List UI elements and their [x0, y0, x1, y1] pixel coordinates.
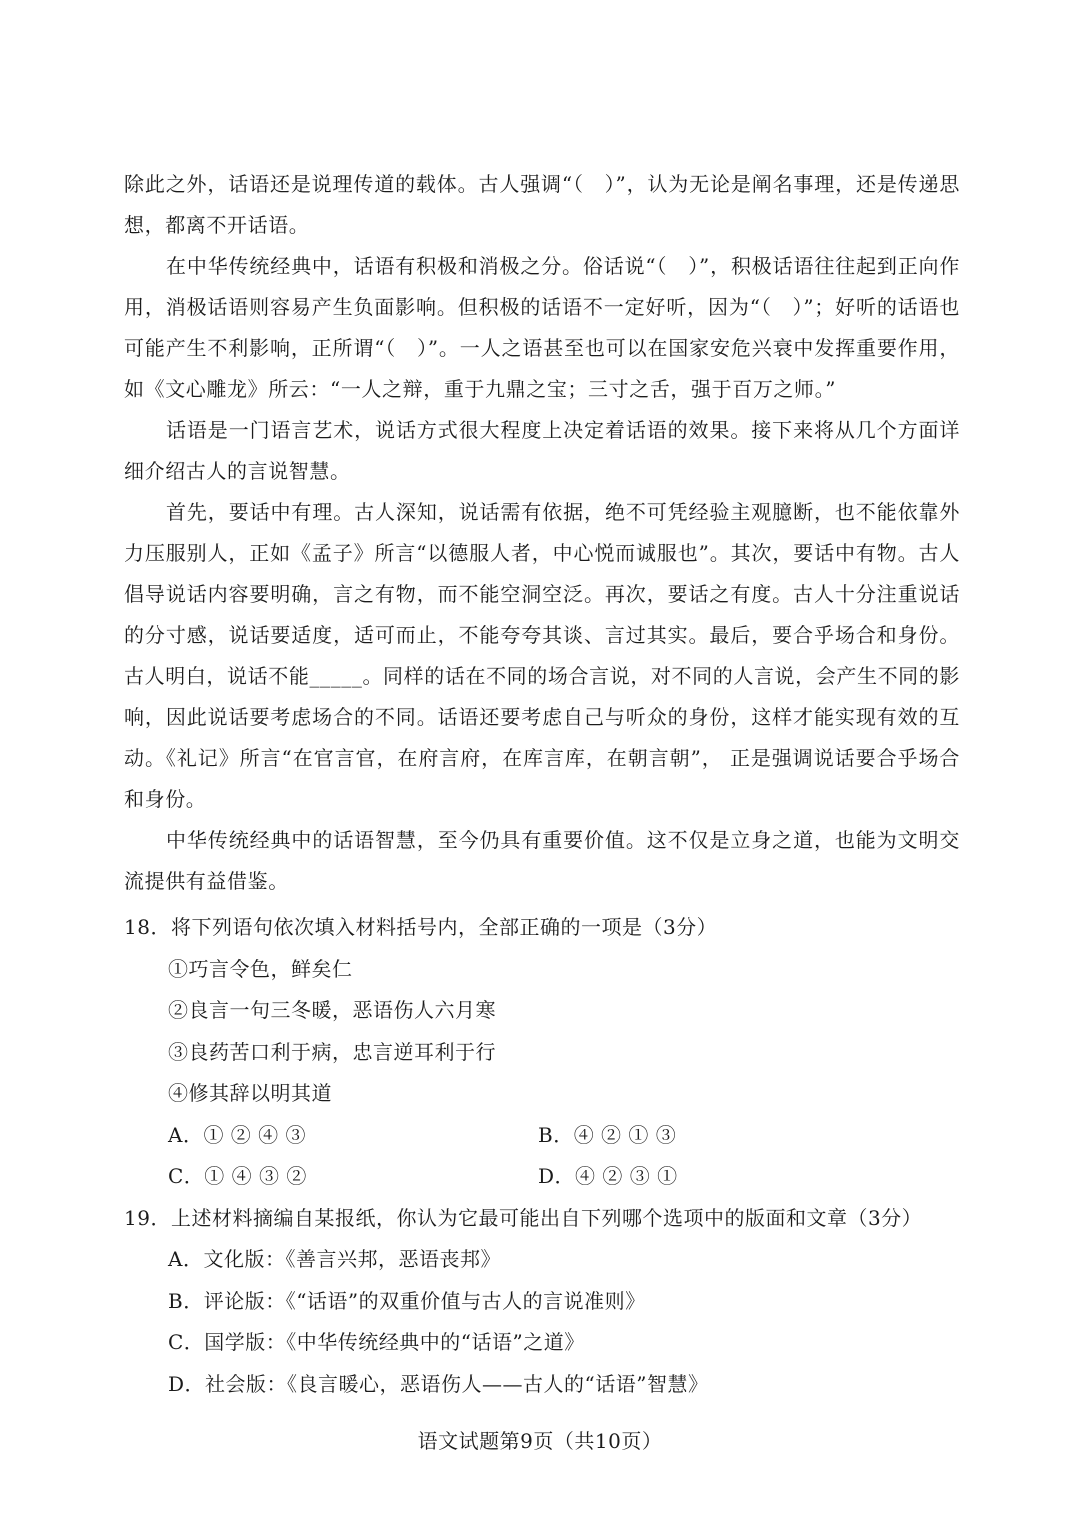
passage-paragraph-2: 在中华传统经典中，话语有积极和消极之分。俗话说“（ ）”，积极话语往往起到正向作用，消极话语则容易产生负面影响。但积极的话语不一定好听，因为“（ ）”；好听的话语也可能产生不利影响，正所谓“（ ）”。一人之语甚至也可以在国家安危兴衰中发挥重要作用，如《文心雕龙》所云：“一人之辩，重于九鼎之宝；三寸之舌，强于百万之师。”	[124, 254, 960, 401]
passage-paragraph-3: 话语是一门语言艺术，说话方式很大程度上决定着话语的效果。接下来将从几个方面详细介绍古人的言说智慧。	[124, 418, 960, 483]
question-18-option-d[interactable]: D．④ ② ③ ①	[538, 1164, 678, 1188]
passage-paragraph-4: 首先，要话中有理。古人深知，说话需有依据，绝不可凭经验主观臆断，也不能依靠外力压服别人，正如《孟子》所言“以德服人者，中心悦而诚服也”。其次，要话中有物。古人倡导说话内容要明确，言之有物，而不能空洞空泛。再次，要话之有度。古人十分注重说话的分寸感，说话要适度，适可而止，不能夸夸其谈、言过其实。最后，要合乎场合和身份。古人明白，说话不能_____。同样的话在不同的场合言说，对不同的人言说，会产生不同的影响，因此说话要考虑场合的不同。话语还要考虑自己与听众的身份，这样才能实现有效的互动。《礼记》所言“在官言官，在府言府，在库言库，在朝言朝”， 正是强调说话要合乎场合和身份。	[124, 500, 960, 811]
question-19-stem: 19．上述材料摘编自某报纸，你认为它最可能出自下列哪个选项中的版面和文章（3分）	[124, 1205, 923, 1230]
question-19-options	[124, 1239, 960, 1405]
sentence-item-4: ④修其辞以明其道	[168, 1081, 332, 1105]
question-19-option-c[interactable]: C．国学版：《中华传统经典中的“话语”之道》	[168, 1330, 585, 1354]
question-19-option-a[interactable]: A．文化版：《善言兴邦，恶语丧邦》	[168, 1247, 501, 1271]
question-19-option-b[interactable]: B．评论版：《“话语”的双重价值与古人的言说准则》	[168, 1288, 646, 1313]
question-18-options-row-1	[124, 1115, 960, 1157]
question-18-sentence-list	[124, 949, 960, 1115]
question-19	[124, 1198, 960, 1406]
page-footer: 语文试题第9页（共10页）	[417, 1429, 663, 1453]
sentence-item-1: ①巧言令色，鲜矣仁	[168, 956, 353, 981]
questions-section	[124, 907, 960, 1405]
question-18-stem: 18．将下列语句依次填入材料括号内，全部正确的一项是（3分）	[124, 915, 718, 939]
question-18	[124, 907, 960, 1198]
question-18-options-row-2	[124, 1156, 960, 1198]
passage-paragraph-1: 除此之外，话语还是说理传道的载体。古人强调“（ ）”，认为无论是阐名事理，还是传递思想，都离不开话语。	[124, 172, 960, 237]
question-18-option-b[interactable]: B．④ ② ① ③	[538, 1122, 677, 1147]
sentence-item-2: ②良言一句三冬暖，恶语伤人六月寒	[168, 998, 496, 1022]
question-18-option-a[interactable]: A．① ② ④ ③	[168, 1122, 307, 1147]
question-18-option-c[interactable]: C．① ④ ③ ②	[168, 1164, 307, 1188]
sentence-item-3: ③良药苦口利于病，忠言逆耳利于行	[168, 1039, 496, 1064]
question-19-option-d[interactable]: D．社会版：《良言暖心，恶语伤人——古人的“话语”智慧》	[168, 1371, 709, 1396]
reading-passage	[124, 164, 960, 902]
passage-paragraph-5: 中华传统经典中的话语智慧，至今仍具有重要价值。这不仅是立身之道，也能为文明交流提供有益借鉴。	[124, 828, 960, 893]
